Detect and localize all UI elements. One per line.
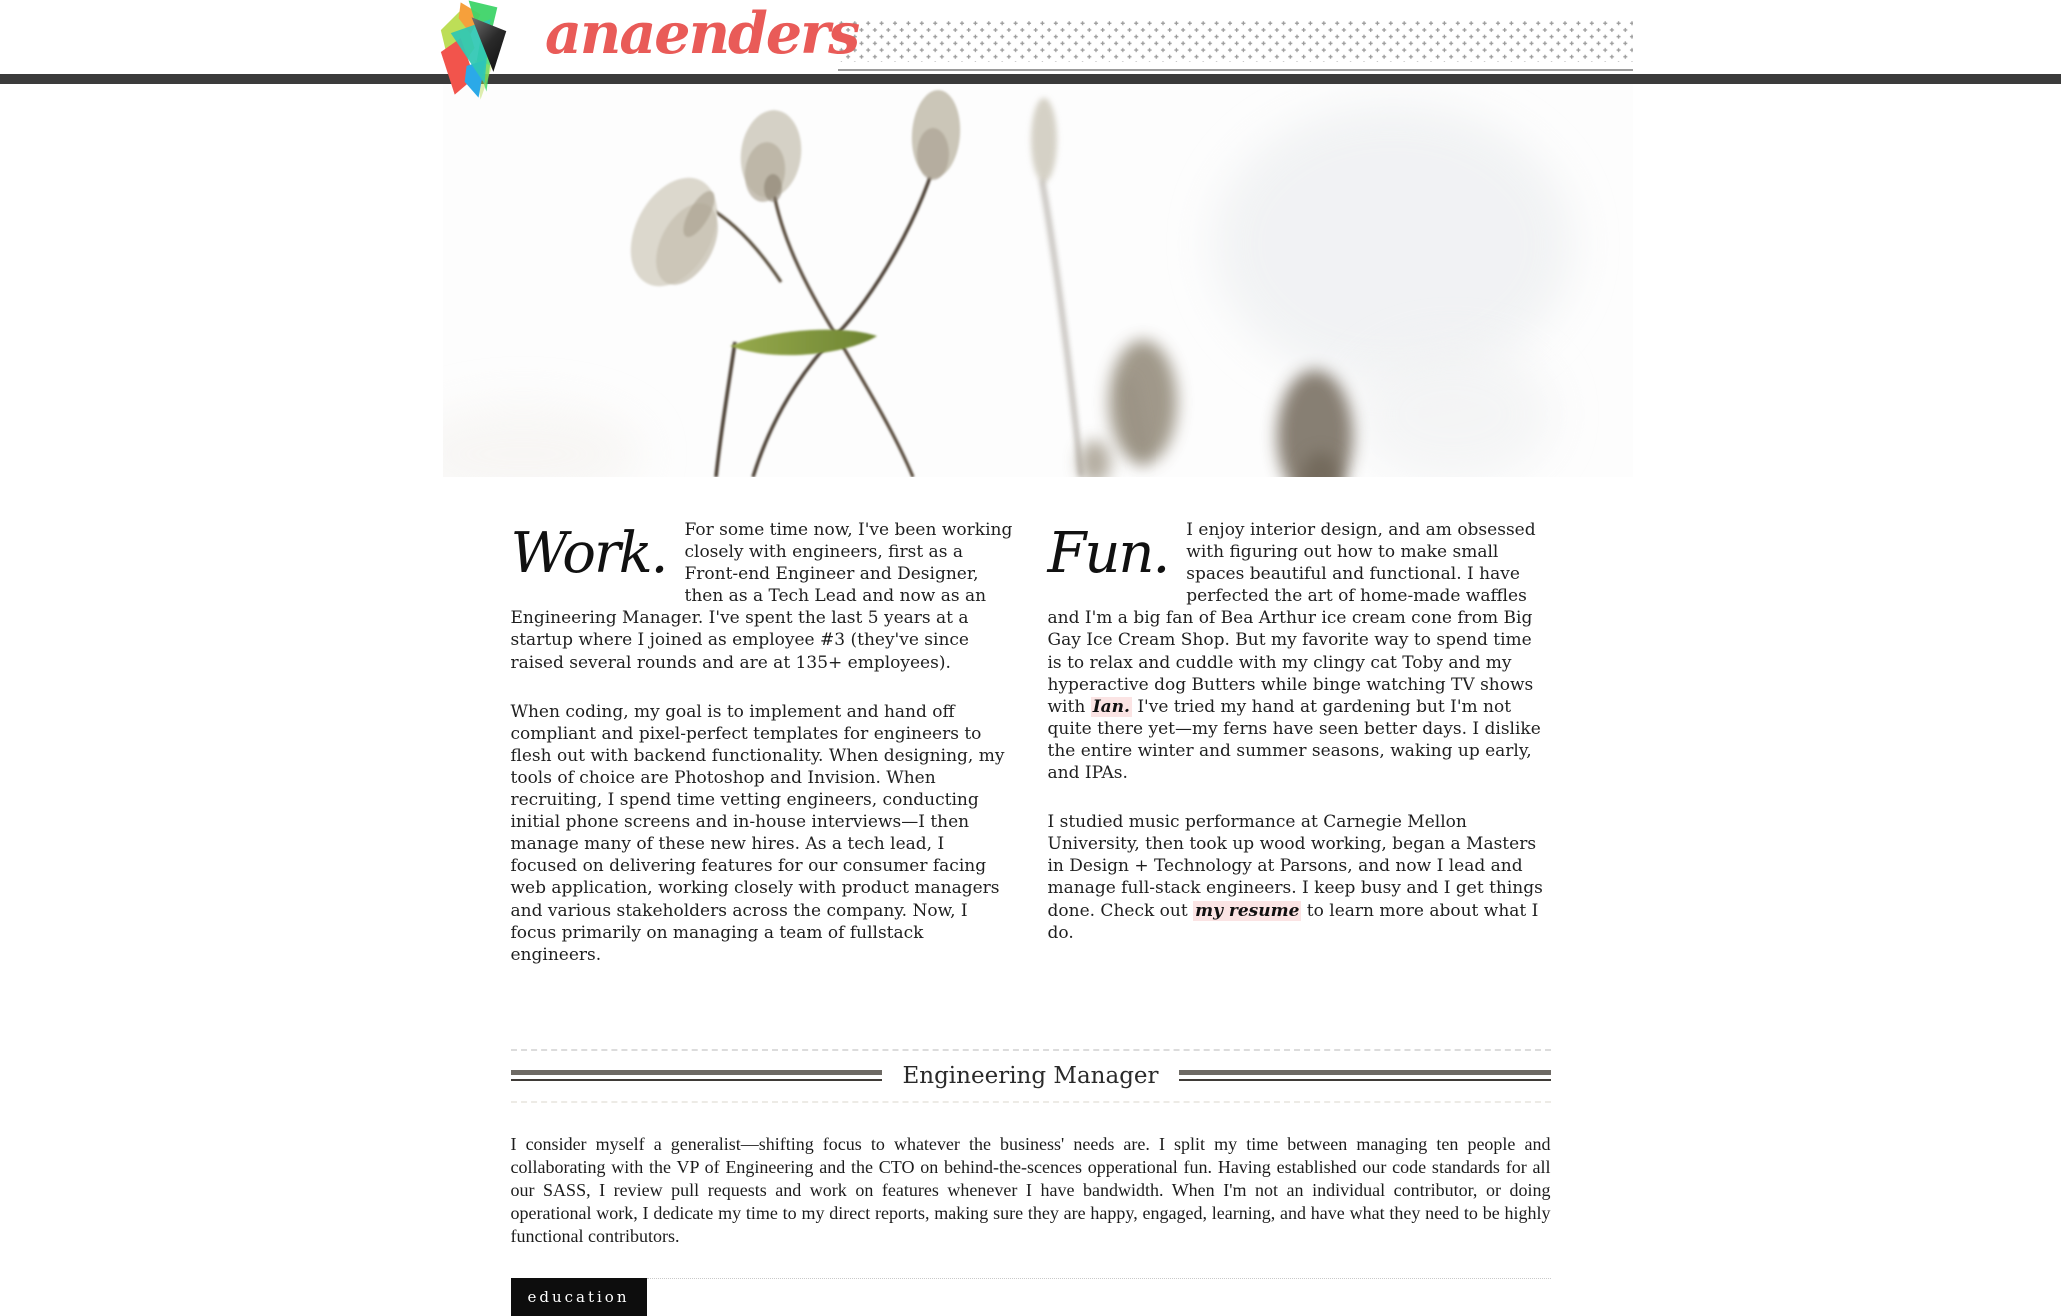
work-paragraph-2: When coding, my goal is to implement and hand off compliant and pixel-perfect templates for engineers to flesh out with backend functionality. When designing, my tools of choice are Photoshop and Invision. When recruiting, I spend time vetting engineers, conducting initial phone screens and in-house interviews—I then manage many of these new hires. As a tech lead, I focused on delivering features for our consumer facing web application, working closely with product managers and various stakeholders across the company. Now, I focus primarily on managing a team of fullstack engineers.	[510, 701, 1005, 965]
dashed-rule-bottom	[511, 1101, 1551, 1103]
main-content	[511, 519, 1551, 1316]
education-dotted-line	[647, 1278, 1551, 1279]
role-heading: Engineering Manager	[902, 1062, 1159, 1089]
my-resume-link[interactable]: my resume	[1195, 900, 1300, 921]
hero-photo	[443, 84, 1633, 477]
logo-triangles-icon[interactable]	[423, 0, 537, 102]
dried-flowers-illustration	[443, 84, 1633, 477]
rule-left	[511, 1070, 883, 1081]
header-divider-bar	[0, 74, 2061, 84]
fun-paragraph-2	[1048, 811, 1551, 944]
dashed-rule-top	[511, 1049, 1551, 1051]
education-tab[interactable]: education	[511, 1278, 647, 1316]
fun-p2-text-after: to learn more about what I do.	[1047, 900, 1539, 943]
work-section	[511, 519, 1014, 993]
fun-p2-text: I studied music performance at Carnegie Mellon University, then took up wood working, began a Masters in Design + Technology at Parsons, and now I lead and manage full-stack engineers. I keep busy and I get things done. Check out	[1047, 812, 1543, 921]
plus-pattern-band	[838, 20, 1633, 62]
rule-right	[1179, 1070, 1551, 1081]
role-section	[511, 1049, 1551, 1248]
role-paragraph: I consider myself a generalist—shifting focus to whatever the business' needs are. I split my time between managing ten people and collaborating with the VP of Engineering and the CTO on behind-the-scences opperational fun. Having established our code standards for all our SASS, I review pull requests and work on features whenever I have bandwidth. When I'm not an individual contributor, or doing operational work, I dedicate my time to my direct reports, making sure they are happy, engaged, learning, and have what they need to be highly functional contributors.	[510, 1133, 1551, 1246]
fun-p1-text-after: I've tried my hand at gardening but I'm not quite there yet—my ferns have seen better days. I dislike the entire winter and summer seasons, waking up early, and IPAs.	[1047, 696, 1541, 784]
band-underline	[838, 69, 1633, 71]
work-paragraph-1: For some time now, I've been working closely with engineers, first as a Front-end Engineer and Designer, then as a Tech Lead and now as an Engineering Manager. I've spent the last 5 years at a startup where I joined as employee #3 (they've since raised several rounds and are at 135+ employees).	[510, 520, 1013, 673]
site-header	[0, 0, 2061, 84]
ian-link[interactable]: Ian.	[1092, 696, 1130, 717]
education-section	[511, 1278, 1551, 1316]
fun-section	[1048, 519, 1551, 993]
work-heading: Work.	[510, 521, 667, 586]
fun-p1-text: I enjoy interior design, and am obsessed with figuring out how to make small spaces beautiful and functional. I have perfected the art of home-made waffles and I'm a big fan of Bea Arthur ice cream cone from Big Gay Ice Cream Shop. But my favorite way to spend time is to relax and cuddle with my clingy cat Toby and my hyperactive dog Butters while binge watching TV shows with	[1047, 520, 1536, 717]
brand-wordmark[interactable]: anaenders	[545, 0, 859, 67]
fun-heading: Fun.	[1047, 521, 1169, 586]
